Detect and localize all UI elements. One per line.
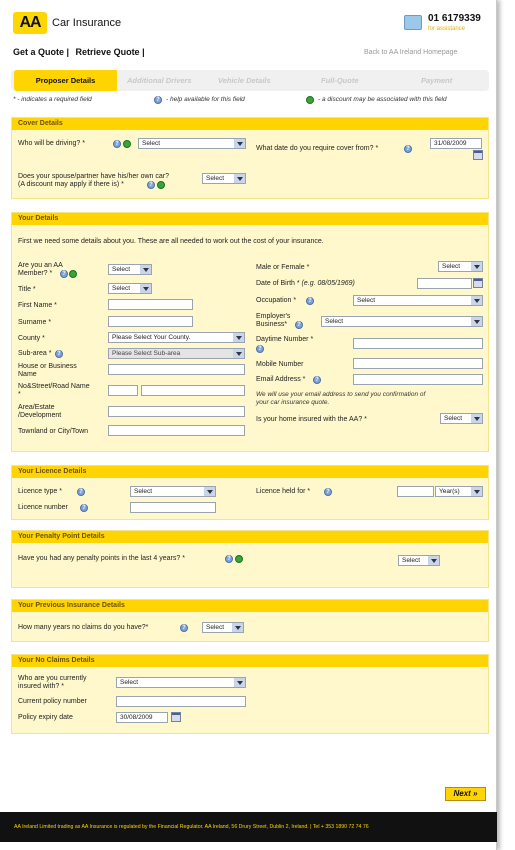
select-value: Select	[325, 318, 344, 325]
employer-label: Employer's	[256, 313, 291, 320]
help-icon[interactable]: ?	[55, 350, 63, 358]
select-value: Please Select Sub-area	[112, 350, 181, 357]
policy-expiry-label: Policy expiry date	[18, 714, 73, 721]
select-value: Select	[134, 488, 153, 495]
county-select[interactable]	[108, 332, 245, 343]
surname-input[interactable]	[108, 316, 193, 327]
house-name-label-line2: Name	[18, 371, 37, 378]
legend-help: - help available for this field	[166, 96, 245, 103]
chevron-down-icon	[237, 177, 243, 181]
your-details-section	[11, 212, 489, 452]
help-icon[interactable]: ?	[80, 504, 88, 512]
chevron-down-icon	[235, 626, 241, 630]
house-name-input[interactable]	[108, 364, 245, 375]
email-note: We will use your email address to send you confirmation of	[256, 391, 426, 398]
current-insurer-label: Who are you currently	[18, 675, 87, 682]
street-label: No&Street/Road Name	[18, 383, 90, 390]
legend-discount: - a discount may be associated with this field	[318, 96, 447, 103]
aa-member-label-line2: Member? *	[18, 270, 53, 277]
help-icon[interactable]: ?	[147, 181, 155, 189]
aa-member-select[interactable]	[108, 264, 152, 275]
help-icon[interactable]: ?	[60, 270, 68, 278]
employer-label-line2: Business*	[256, 321, 288, 328]
legend-required: * - indicates a required field	[13, 96, 92, 103]
spouse-car-label-line2: (A discount may apply if there is) *	[18, 181, 124, 188]
town-input[interactable]	[108, 425, 245, 436]
street-label-line2: *	[18, 391, 21, 398]
chevron-down-icon	[207, 490, 213, 494]
penalty-points-select[interactable]	[398, 555, 440, 566]
discount-icon	[306, 96, 314, 104]
chevron-down-icon	[474, 417, 480, 421]
retrieve-quote-link[interactable]: Retrieve Quote |	[75, 47, 145, 57]
who-driving-select[interactable]	[138, 138, 246, 149]
email-input[interactable]	[353, 374, 483, 385]
help-icon: ?	[154, 96, 162, 104]
current-insurer-select[interactable]	[116, 677, 246, 688]
select-value: Select	[120, 679, 139, 686]
select-value: Select	[112, 266, 131, 273]
select-value: Select	[444, 415, 463, 422]
help-icon[interactable]: ?	[256, 345, 264, 353]
aa-member-label: Are you an AA	[18, 262, 63, 269]
licence-number-label: Licence number	[18, 504, 68, 511]
section-title: Your Penalty Point Details	[12, 531, 488, 543]
section-title: Your Previous Insurance Details	[12, 600, 488, 612]
gender-label: Male or Female *	[256, 264, 310, 271]
step-additional-drivers: Additional Drivers	[127, 76, 192, 85]
who-driving-label: Who will be driving? *	[18, 140, 85, 147]
licence-number-input[interactable]	[130, 502, 216, 513]
county-label: County *	[18, 335, 45, 342]
penalty-points-section	[11, 530, 489, 588]
previous-insurance-section	[11, 599, 489, 642]
licence-held-input[interactable]	[397, 486, 434, 497]
subarea-select[interactable]	[108, 348, 245, 359]
get-quote-link[interactable]: Get a Quote |	[13, 47, 70, 57]
cover-date-label: What date do you require cover from? *	[256, 145, 379, 152]
calendar-icon[interactable]	[171, 712, 181, 722]
subarea-label: Sub-area *	[18, 350, 52, 357]
select-value: Select	[402, 557, 421, 564]
chevron-down-icon	[236, 336, 242, 340]
dob-label-text: Date of Birth *	[256, 280, 300, 287]
first-name-input[interactable]	[108, 299, 193, 310]
help-icon[interactable]: ?	[77, 488, 85, 496]
footer: AA Ireland Limited trading as AA Insurance is regulated by the Financial Regulator. AA Ireland, 56 Drury Street, Dublin 2, Ireland. | Tel + 353 1890 72 74 76	[0, 812, 497, 842]
daytime-number-input[interactable]	[353, 338, 483, 349]
help-icon[interactable]: ?	[306, 297, 314, 305]
occupation-label: Occupation *	[256, 297, 297, 304]
dob-input[interactable]	[417, 278, 472, 289]
licence-details-section	[11, 465, 489, 520]
spouse-car-label: Does your spouse/partner have his/her own car?	[18, 173, 169, 180]
dob-label	[256, 280, 355, 288]
email-label: Email Address *	[256, 376, 306, 383]
step-vehicle-details: Vehicle Details	[218, 76, 271, 85]
section-title: Your No Claims Details	[12, 655, 488, 667]
area-input[interactable]	[108, 406, 245, 417]
discount-icon	[157, 181, 165, 189]
select-value: Please Select Your County.	[112, 334, 191, 341]
help-icon[interactable]: ?	[295, 321, 303, 329]
chevron-down-icon	[143, 268, 149, 272]
discount-icon	[69, 270, 77, 278]
step-proposer-details[interactable]: Proposer Details	[14, 70, 117, 91]
phone-number: 01 6179339	[428, 13, 481, 24]
no-claims-years-select[interactable]	[202, 622, 244, 633]
select-value: Select	[142, 140, 161, 147]
help-icon[interactable]: ?	[180, 624, 188, 632]
home-insured-label: Is your home insured with the AA? *	[256, 416, 367, 423]
chevron-down-icon	[237, 142, 243, 146]
house-name-label: House or Business	[18, 363, 77, 370]
calendar-icon[interactable]	[473, 278, 483, 288]
occupation-select[interactable]	[353, 295, 483, 306]
discount-icon	[235, 555, 243, 563]
chevron-down-icon	[474, 490, 480, 494]
calendar-icon[interactable]	[473, 150, 483, 160]
cover-details-section	[11, 117, 489, 199]
next-button[interactable]: Next »	[445, 787, 486, 801]
select-value: Select	[112, 285, 131, 292]
chevron-down-icon	[143, 287, 149, 291]
aa-logo[interactable]: AA	[13, 12, 47, 34]
area-label-line2: /Development	[18, 412, 62, 419]
select-value: Select	[206, 175, 225, 182]
title-select[interactable]	[108, 283, 152, 294]
street-input[interactable]	[141, 385, 245, 396]
email-note-line2: your car insurance quote.	[256, 399, 330, 406]
gender-select[interactable]	[438, 261, 483, 272]
step-full-quote: Full-Quote	[321, 76, 359, 85]
details-intro: First we need some details about you. These are all needed to work out the cost of your insurance.	[18, 238, 324, 245]
step-payment: Payment	[421, 76, 453, 85]
discount-icon	[123, 140, 131, 148]
chevron-down-icon	[474, 299, 480, 303]
dob-hint: (e.g. 08/05/1969)	[301, 280, 355, 287]
help-icon[interactable]: ?	[313, 376, 321, 384]
spouse-car-select[interactable]	[202, 173, 246, 184]
phone-subtitle: for assistance	[428, 26, 466, 32]
help-icon[interactable]: ?	[225, 555, 233, 563]
title-label: Title *	[18, 286, 36, 293]
town-label: Townland or City/Town	[18, 428, 89, 435]
current-insurer-label-line2: insured with? *	[18, 683, 64, 690]
select-value: Year(s)	[439, 488, 460, 495]
chevron-down-icon	[474, 320, 480, 324]
house-number-input[interactable]	[108, 385, 138, 396]
progress-steps	[11, 70, 489, 91]
select-value: Select	[357, 297, 376, 304]
licence-held-unit-select[interactable]	[435, 486, 483, 497]
home-insured-select[interactable]	[440, 413, 483, 424]
help-icon[interactable]: ?	[404, 145, 412, 153]
help-icon[interactable]: ?	[113, 140, 121, 148]
app-title: Car Insurance	[52, 17, 122, 29]
employer-select[interactable]	[321, 316, 483, 327]
licence-type-select[interactable]	[130, 486, 216, 497]
licence-type-label: Licence type *	[18, 488, 62, 495]
no-claims-years-question: How many years no claims do you have?*	[18, 624, 149, 631]
help-icon[interactable]: ?	[324, 488, 332, 496]
chevron-down-icon	[431, 559, 437, 563]
chevron-down-icon	[237, 681, 243, 685]
section-title: Cover Details	[12, 118, 488, 130]
surname-label: Surname *	[18, 319, 52, 326]
penalty-question: Have you had any penalty points in the last 4 years? *	[18, 555, 185, 562]
nav-links	[13, 47, 149, 57]
section-title: Your Details	[12, 213, 488, 225]
mobile-number-input[interactable]	[353, 358, 483, 369]
select-value: Select	[206, 624, 225, 631]
phone-icon	[404, 15, 422, 30]
chevron-down-icon	[236, 352, 242, 356]
licence-held-label: Licence held for *	[256, 488, 311, 495]
back-to-homepage-link[interactable]: Back to AA Ireland Homepage	[364, 49, 458, 56]
section-title: Your Licence Details	[12, 466, 488, 478]
chevron-down-icon	[474, 265, 480, 269]
policy-number-label: Current policy number	[18, 698, 87, 705]
area-label: Area/Estate	[18, 404, 55, 411]
policy-expiry-input[interactable]: 30/08/2009	[116, 712, 168, 723]
policy-number-input[interactable]	[116, 696, 246, 707]
first-name-label: First Name *	[18, 302, 57, 309]
no-claims-section	[11, 654, 489, 734]
mobile-number-label: Mobile Number	[256, 361, 304, 368]
daytime-number-label: Daytime Number *	[256, 336, 314, 343]
cover-date-input[interactable]: 31/08/2009	[430, 138, 482, 149]
select-value: Select	[442, 263, 461, 270]
